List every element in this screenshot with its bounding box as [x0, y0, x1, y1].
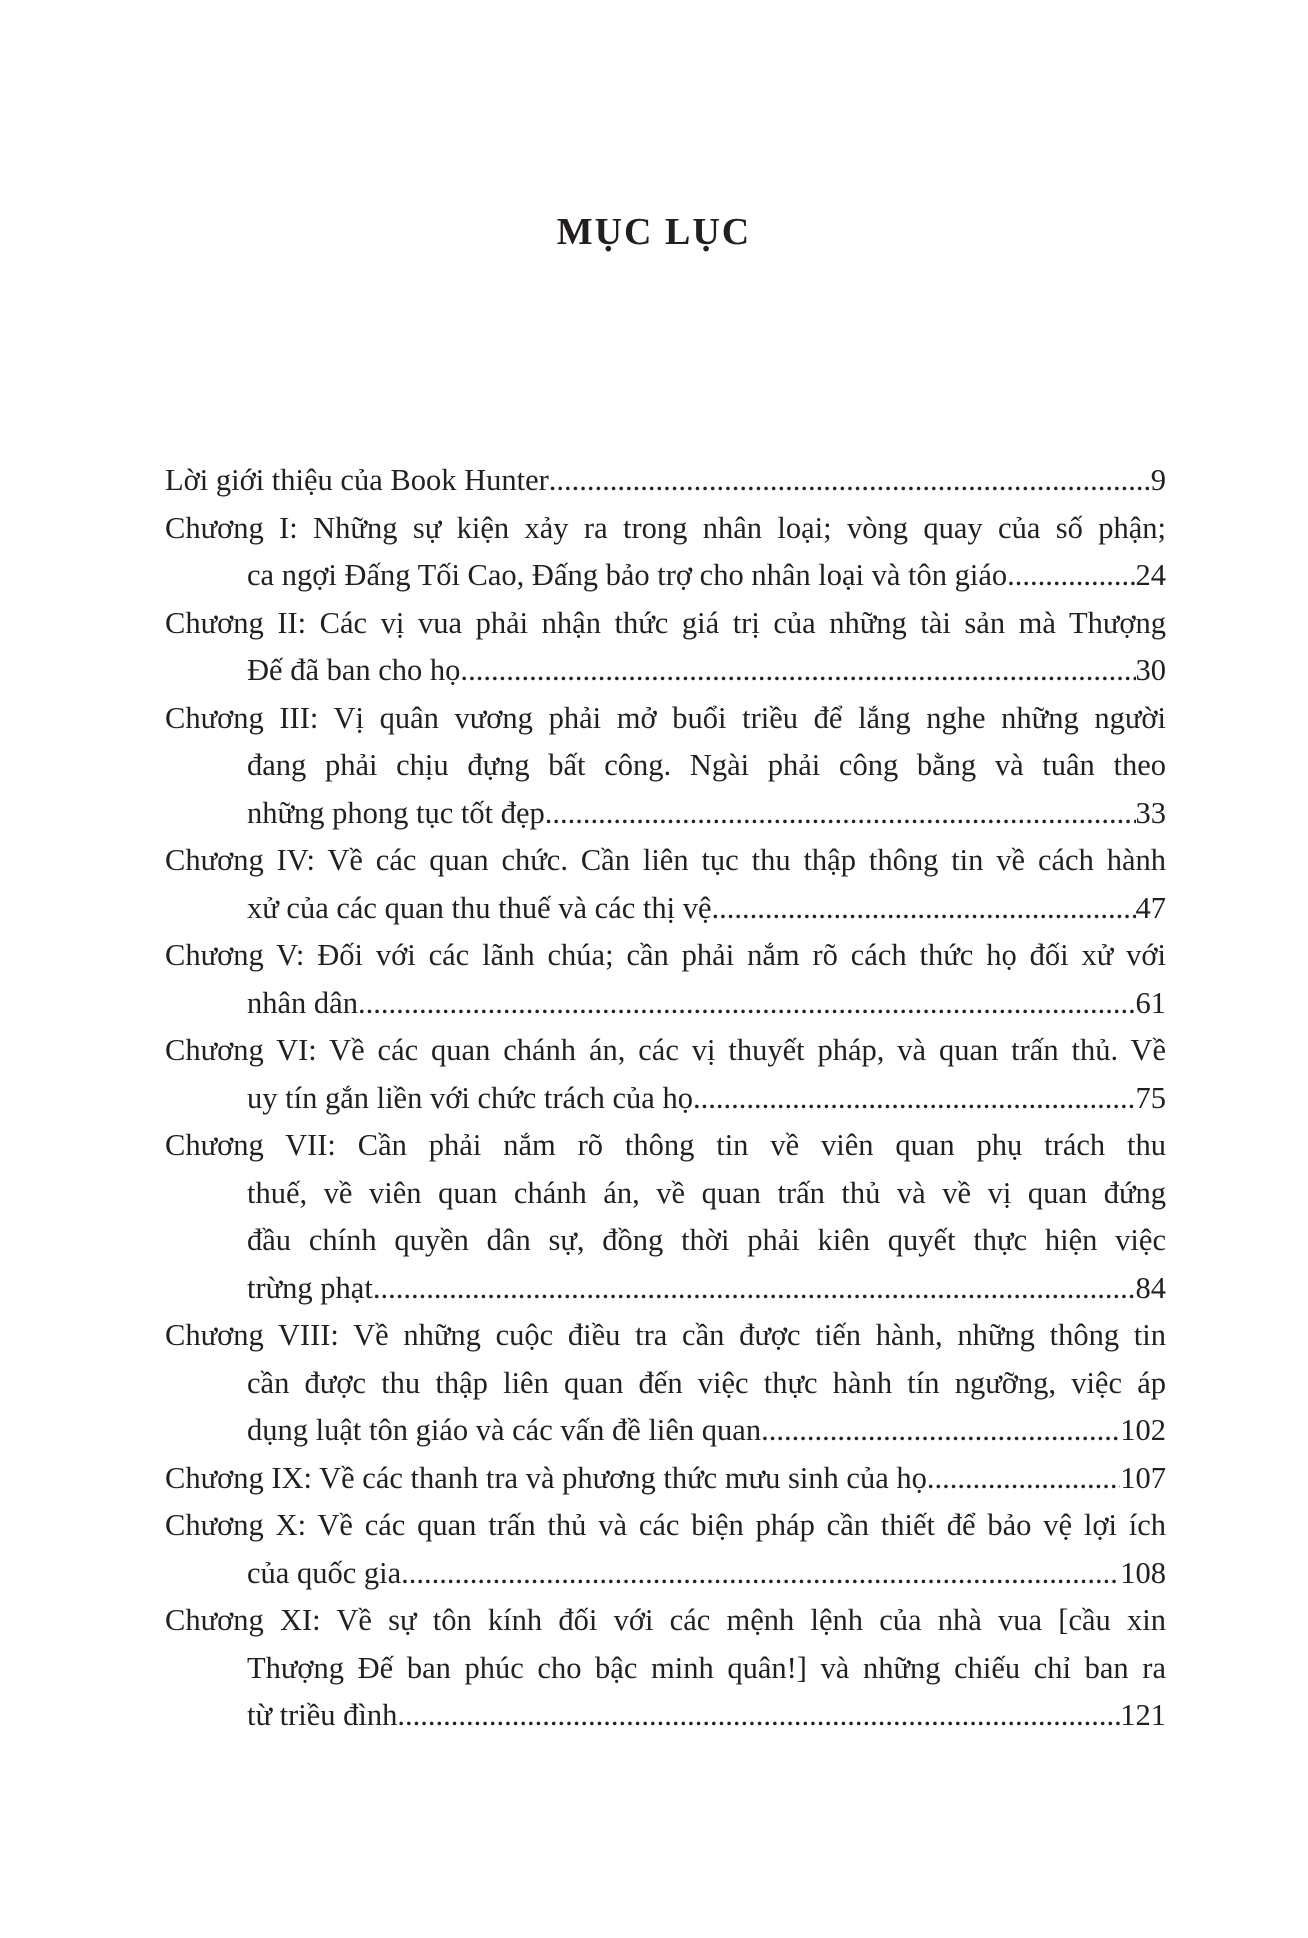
toc-entry	[165, 1455, 1166, 1503]
toc-line	[165, 1692, 1166, 1740]
toc-line	[165, 980, 1166, 1028]
toc-entry-text: nhân dân.	[247, 985, 366, 1020]
dot-leader	[468, 647, 1135, 695]
toc-entry-text: Chương I: Những sự kiện xảy ra trong nhân loại; vòng quay của số phận;	[165, 510, 1166, 545]
toc-entry-text: Chương VI: Về các quan chánh án, các vị thuyết pháp, và quan trấn thủ. Về	[165, 1033, 1166, 1067]
toc-entry	[165, 600, 1166, 695]
toc-entry	[165, 1312, 1166, 1455]
toc-page-number: 9	[1150, 463, 1166, 497]
toc-page-number: 108	[1120, 1555, 1166, 1590]
toc-entry-text: dụng luật tôn giáo và các vấn đề liên quan.	[247, 1413, 769, 1447]
toc-page-number: 47	[1135, 890, 1166, 925]
toc-line	[165, 1265, 1166, 1313]
toc-page-number: 84	[1135, 1270, 1166, 1305]
toc-entry-text: của quốc gia.	[247, 1555, 409, 1590]
toc-line	[165, 1075, 1166, 1123]
dot-leader	[701, 1075, 1136, 1123]
toc-entry-text: ca ngợi Đấng Tối Cao, Đấng bảo trợ cho nhân loại và tôn giáo.	[247, 558, 1015, 592]
toc-entry-text: Chương X: Về các quan trấn thủ và các biện pháp cần thiết để bảo vệ lợi ích	[165, 1508, 1166, 1542]
toc-entry-text: Lời giới thiệu của Book Hunter	[165, 463, 549, 497]
toc-entry-text: Đế đã ban cho họ.	[247, 653, 469, 687]
toc-line	[165, 1550, 1166, 1598]
dot-leader	[373, 1265, 1136, 1313]
page-title: MỤC LỤC	[556, 211, 752, 253]
toc-entry	[165, 1597, 1166, 1740]
toc-entry-text: từ triều đình.	[247, 1698, 405, 1732]
toc-entry-text: trừng phạt	[247, 1270, 373, 1305]
toc-entry-text: đầu chính quyền dân sự, đồng thời phải kiên quyết thực hiện việc	[247, 1223, 1166, 1257]
toc-entry-text: Chương II: Các vị vua phải nhận thức giá trị của những tài sản mà Thượng	[165, 605, 1166, 640]
toc-entry	[165, 1502, 1166, 1597]
toc-entry-text: Chương IX: Về các thanh tra và phương thức mưu sinh của họ.	[165, 1460, 935, 1495]
toc-page-number: 33	[1135, 795, 1166, 830]
toc-entry	[165, 1027, 1166, 1122]
dot-leader	[366, 980, 1136, 1028]
toc-entry-text: uy tín gắn liền với chức trách của họ.	[247, 1080, 701, 1115]
toc-entry-text: thuế, về viên quan chánh án, về quan trấn thủ và về vị quan đứng	[247, 1175, 1166, 1210]
dot-leader	[935, 1455, 1121, 1503]
toc-entry	[165, 837, 1166, 932]
toc-line	[165, 647, 1166, 695]
toc-entry	[165, 457, 1166, 505]
toc-entry-text: cần được thu thập liên quan đến việc thực hành tín ngưỡng, việc áp	[247, 1365, 1166, 1400]
dot-leader	[405, 1692, 1120, 1740]
toc-entry-text: những phong tục tốt đẹp.	[247, 795, 553, 830]
toc-entry-text: Thượng Đế ban phúc cho bậc minh quân!] và những chiếu chỉ ban ra	[247, 1650, 1166, 1685]
toc-entry-text: đang phải chịu đựng bất công. Ngài phải công bằng và tuân theo	[247, 748, 1166, 782]
toc-page-number: 61	[1135, 985, 1166, 1020]
toc-page-number: 121	[1120, 1698, 1166, 1732]
toc-line	[165, 790, 1166, 838]
toc-entry-text: Chương VIII: Về những cuộc điều tra cần được tiến hành, những thông tin	[165, 1318, 1166, 1352]
toc-page-number: 30	[1135, 653, 1166, 687]
dot-leader	[552, 790, 1135, 838]
toc-entry	[165, 1122, 1166, 1312]
toc-entry	[165, 932, 1166, 1027]
toc-entry-text: Chương IV: Về các quan chức. Cần liên tục thu thập thông tin về cách hành	[165, 843, 1166, 877]
dot-leader	[1015, 552, 1136, 600]
toc-line	[165, 885, 1166, 933]
toc-page-number: 75	[1135, 1080, 1166, 1115]
toc-entry-text: Chương V: Đối với các lãnh chúa; cần phải nắm rõ cách thức họ đối xử với	[165, 938, 1166, 972]
toc-page-number: 24	[1135, 558, 1166, 592]
toc-line	[165, 1407, 1166, 1455]
toc-line	[165, 552, 1166, 600]
toc-entry-text: Chương XI: Về sự tôn kính đối với các mệnh lệnh của nhà vua [cầu xin	[165, 1603, 1166, 1637]
dot-leader	[769, 1407, 1121, 1455]
toc-entry-text: xử của các quan thu thuế và các thị vệ.	[247, 890, 720, 925]
toc-entry-text: Chương VII: Cần phải nắm rõ thông tin về viên quan phụ trách thu	[165, 1128, 1166, 1162]
toc-entry	[165, 505, 1166, 600]
dot-leader	[409, 1550, 1121, 1598]
dot-leader	[549, 457, 1151, 505]
toc-line	[165, 1455, 1166, 1503]
toc-entry-text: Chương III: Vị quân vương phải mở buổi triều để lắng nghe những người	[165, 700, 1166, 735]
table-of-contents	[165, 457, 1166, 1740]
toc-page-number: 102	[1120, 1413, 1166, 1447]
toc-page-number: 107	[1120, 1460, 1166, 1495]
toc-entry	[165, 695, 1166, 838]
dot-leader	[719, 885, 1135, 933]
toc-line	[165, 457, 1166, 505]
